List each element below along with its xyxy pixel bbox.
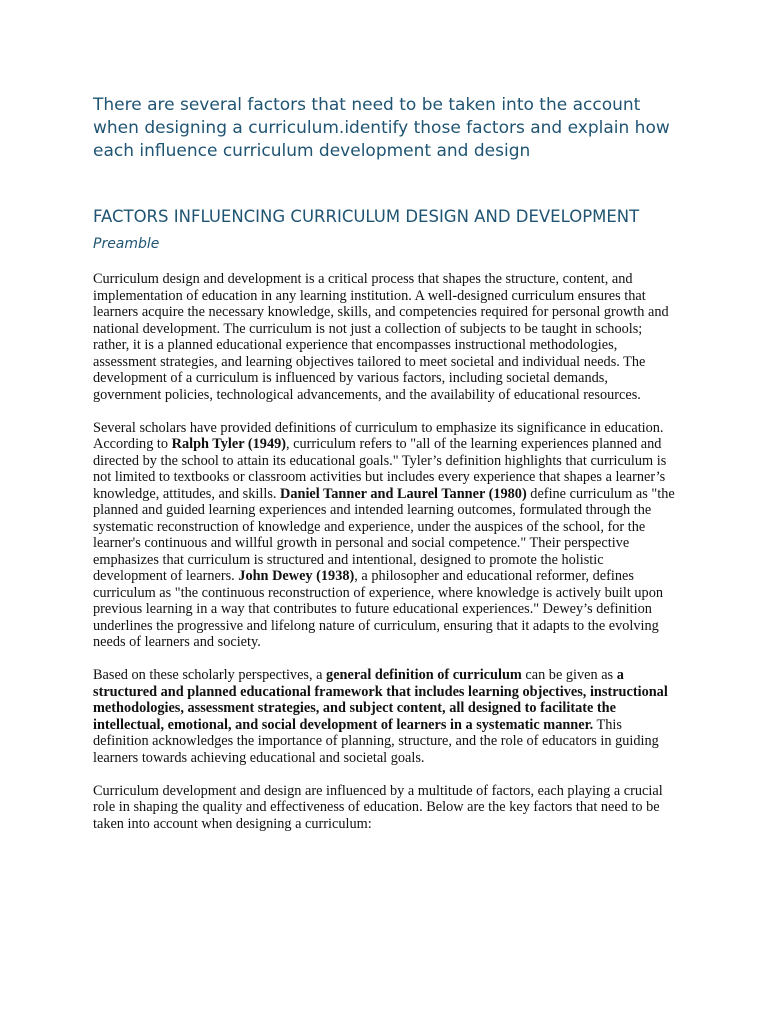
text-segment: , a philosopher and educational reformer, defines curriculum as "the continuous reconstruction of experience, where knowledge is actively built upon previous learning in a way that contributes to future educational experiences." Dewey’s definition underlines the progressive and lifelong nature of curriculum, ensuring that it adapts to the evolving needs of learners and society. [93, 568, 663, 650]
text-segment: define curriculum as "the planned and guided learning experiences and intended learning outcomes, formulated through the systematic reconstruction of knowledge and experience, under the auspices of the school, for the learner's continuous and willful growth in personal and social competence." Their perspective emphasizes that curriculum is structured and intentional, designed to promote the holistic development of learners. [93, 485, 675, 584]
document-page [93, 94, 677, 832]
text-segment: Based on these scholarly perspectives, a [93, 667, 327, 683]
paragraph-scholars [93, 420, 677, 651]
bold-term: general definition of curriculum [326, 667, 522, 683]
text-segment: , curriculum refers to "all of the learning experiences planned and directed by the school to attain its educational goals." Tyler’s definition highlights that curriculum is not limited to textbooks or classroom activities but includes every experience that shapes a learner’s knowledge, attitudes, and skills. [93, 436, 667, 502]
paragraph-intro: Curriculum design and development is a critical process that shapes the structure, content, and implementation of education in any learning institution. A well-designed curriculum ensures that learners acquire the necessary knowledge, skills, and competencies required for personal growth and national development. The curriculum is not just a collection of subjects to be taught in schools; rather, it is a planned educational experience that encompasses instructional methodologies, assessment strategies, and learning objectives tailored to meet societal and individual needs. The development of a curriculum is influenced by various factors, including societal demands, government policies, technological advancements, and the availability of educational resources. [93, 271, 669, 403]
citation-dewey: John Dewey (1938) [238, 568, 355, 584]
paragraph-definition [93, 667, 677, 766]
text-segment: This definition acknowledges the importance of planning, structure, and the role of educators in guiding learners towards achieving educational and societal goals. [93, 716, 659, 766]
section-heading: FACTORS INFLUENCING CURRICULUM DESIGN AND DEVELOPMENT [93, 207, 640, 226]
text-segment: Several scholars have provided definitions of curriculum to emphasize its significance in education. According to [93, 419, 664, 452]
preamble-subheading: Preamble [93, 236, 160, 252]
text-segment: can be given as [521, 667, 617, 683]
citation-tyler: Ralph Tyler (1949) [171, 436, 287, 452]
bold-definition: a structured and planned educational framework that includes learning objectives, instructional methodologies, assessment strategies, and subject content, all designed to facilitate the intellectual, emotional, and social development of learners in a systematic manner. [93, 667, 668, 733]
citation-tanner: Daniel Tanner and Laurel Tanner (1980) [280, 485, 527, 502]
paragraph-factors-intro: Curriculum development and design are influenced by a multitude of factors, each playing a crucial role in shaping the quality and effectiveness of education. Below are the key factors that need to be taken into account when designing a curriculum: [93, 782, 663, 832]
question-title: There are several factors that need to be taken into the account when designing a curriculum.identify those factors and explain how each influence curriculum development and design [93, 95, 670, 161]
